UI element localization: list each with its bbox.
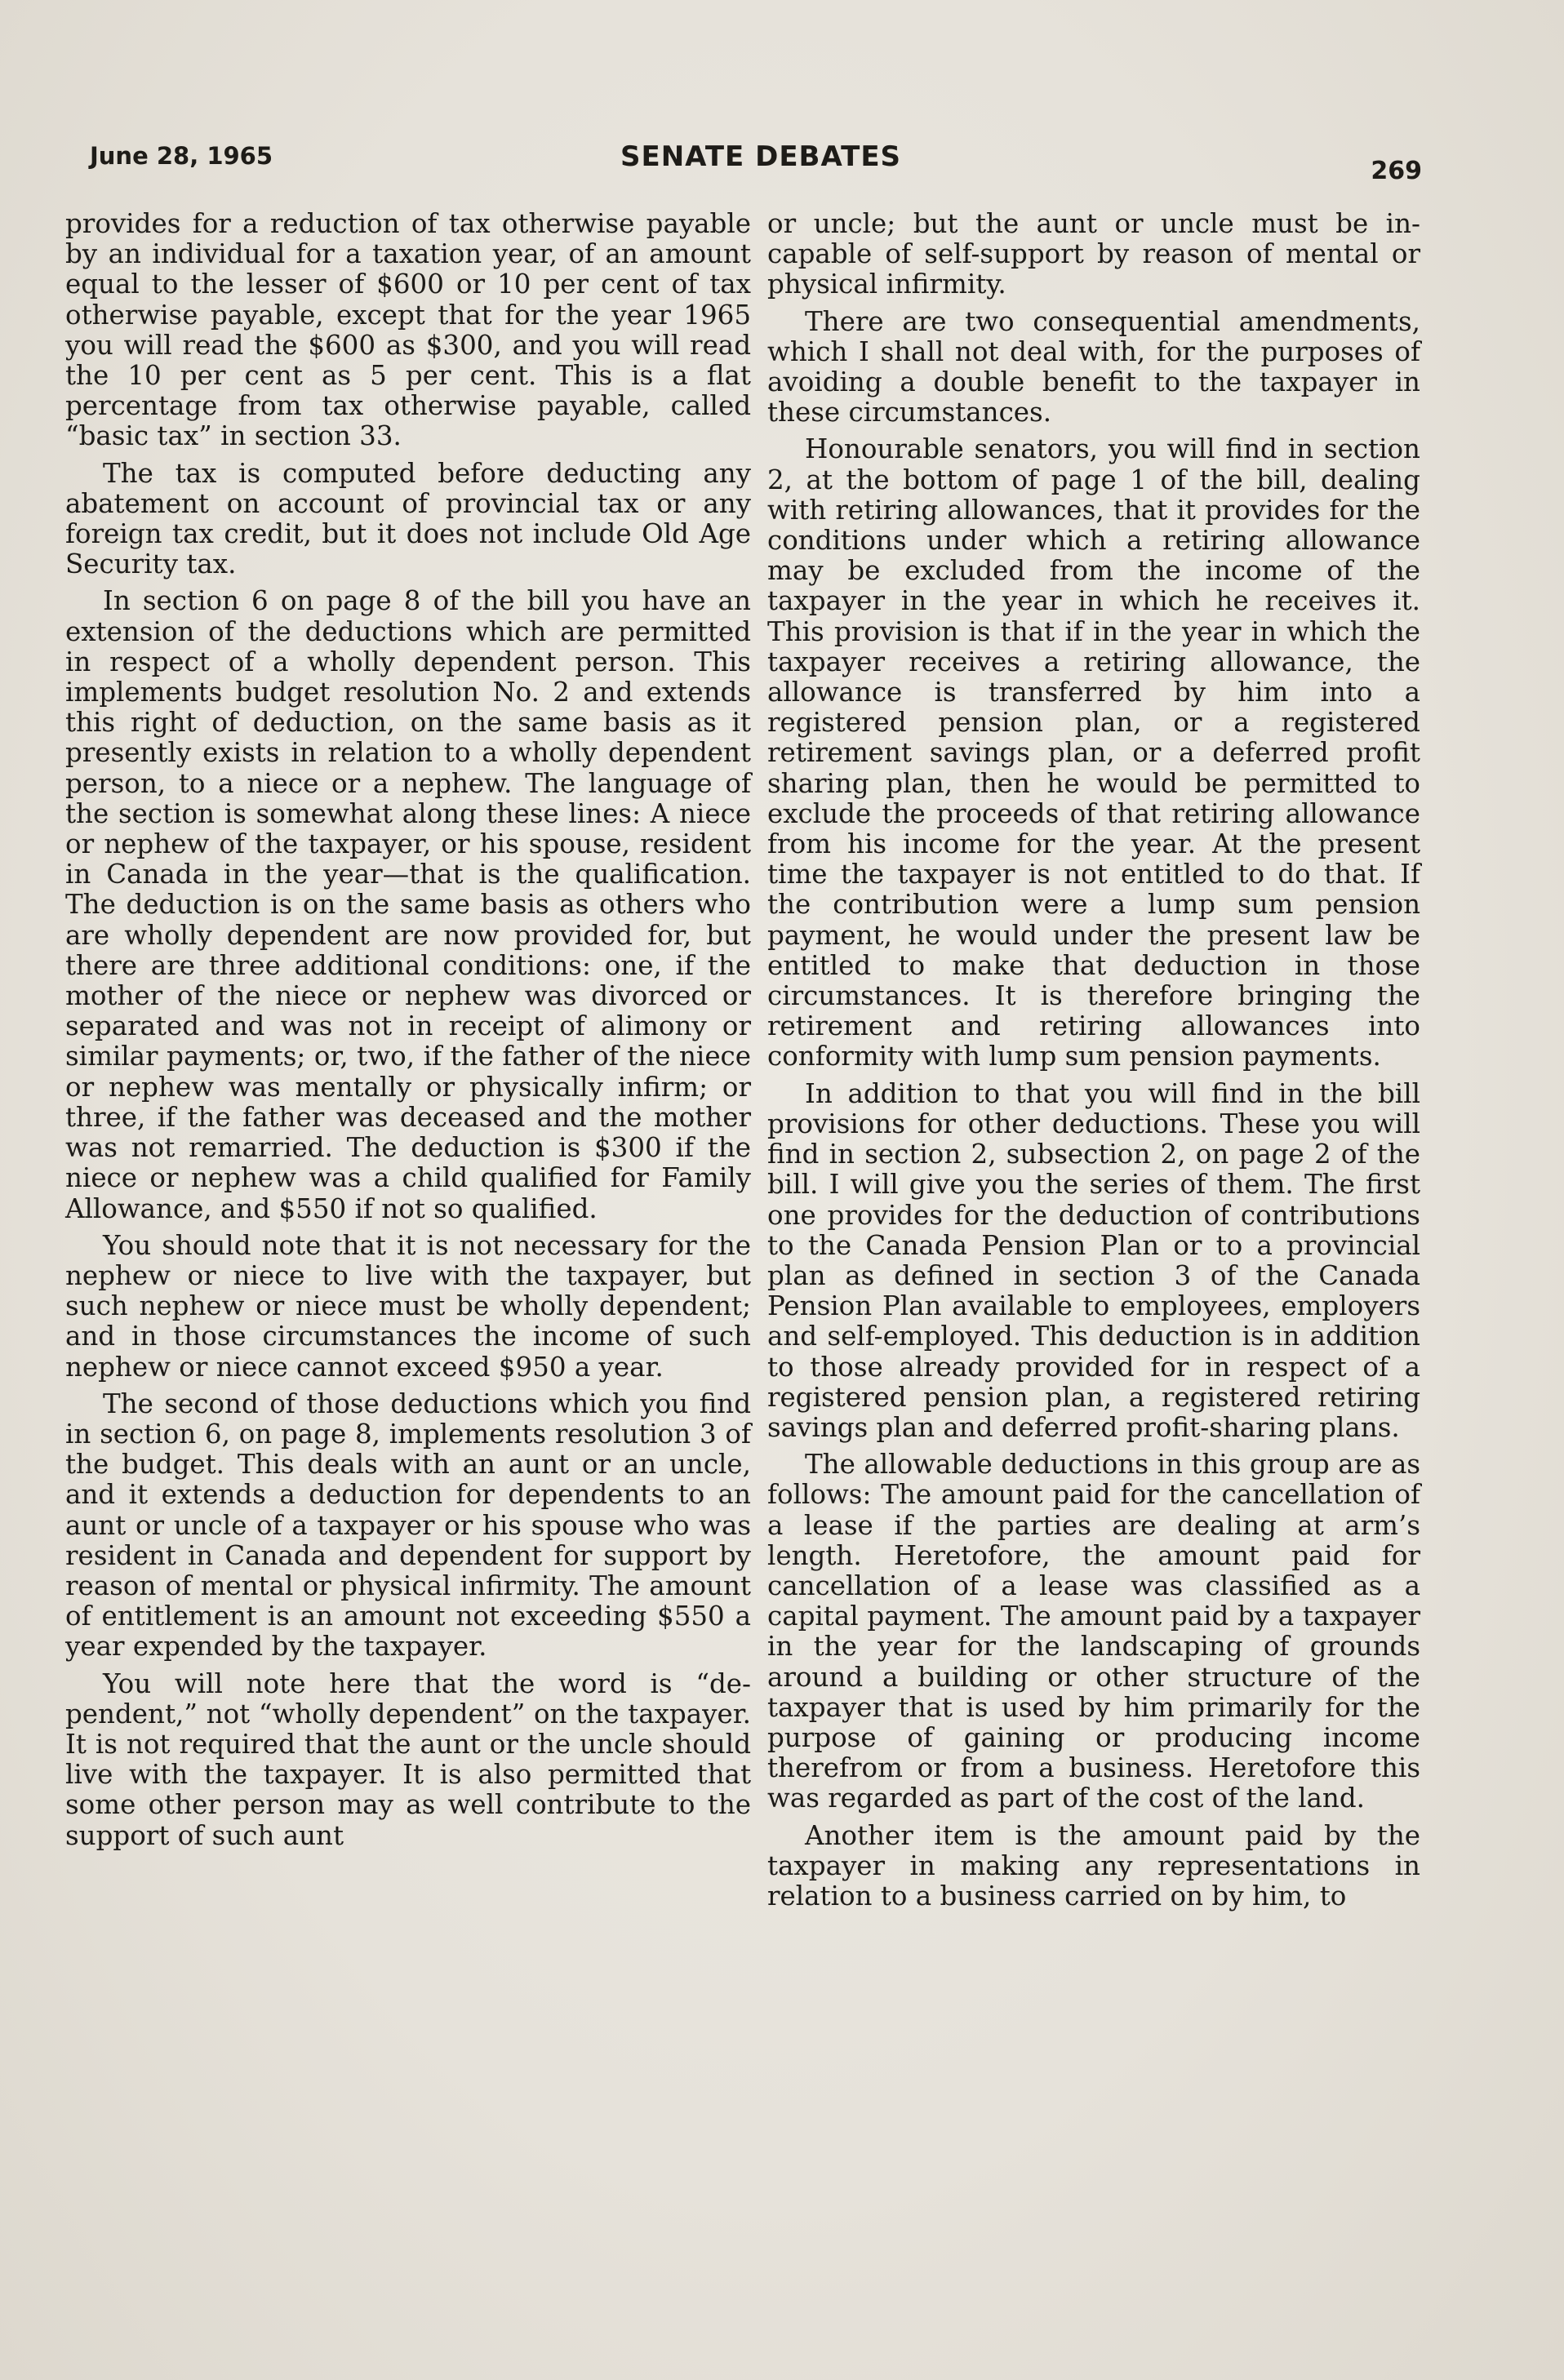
right-paragraph-2: There are two consequential amendments, which I shall not deal with, for the purposes of avoiding a double benefit to the taxpayer in these circumstances. — [767, 305, 1420, 428]
left-paragraph-5: The second of those deductions which you find in section 6, on page 8, implements resolution 3 of the budget. This deals with an aunt or an uncle, and it extends a deduction for dependents to an aunt or uncle of a taxpayer or his spouse who was resident in Canada and dependent for support by reason of mental or physical infirmity. The amount of entitlement is an amount not exceeding $550 a year expended by the taxpayer. — [65, 1388, 751, 1663]
right-paragraph-1: or uncle; but the aunt or uncle must be incapable of self-support by reason of mental or physical infirmity. — [767, 208, 1420, 300]
left-paragraph-2: The tax is computed before deducting any abatement on account of provincial tax or any foreign tax credit, but it does not include Old Age Security tax. — [65, 457, 751, 580]
page-header — [90, 139, 1422, 188]
right-paragraph-4: In addition to that you will find in the bill provisions for other deductions. These you will find in section 2, subsection 2, on page 2 of the bill. I will give you the series of them. The first one provides for the deduction of contributions to the Canada Pension Plan or to a provincial plan as defined in section 3 of the Canada Pension Plan available to employees, employers and self-employed. This deduction is in addition to those already provided for in respect of a registered pension plan, a registered retiring savings plan and deferred profit-sharing plans. — [767, 1077, 1420, 1443]
right-paragraph-5: The allowable deductions in this group are as follows: The amount paid for the cancellation of a lease if the parties are dealing at arm’s length. Heretofore, the amount paid for cancellation of a lease was classified as a capital payment. The amount paid by a taxpayer in the year for the landscaping of grounds around a building or other structure of the taxpayer that is used by him primarily for the purpose of gaining or producing income therefrom or from a business. Heretofore this was regarded as part of the cost of the land. — [767, 1449, 1420, 1814]
right-column — [767, 209, 1420, 1918]
right-paragraph-3: Honourable senators, you will find in section 2, at the bottom of page 1 of the bill, dealing with retiring allowances, that it provides for the conditions under which a retiring allowance may be excluded from the income of the taxpayer in the year in which he receives it. This provision is that if in the year in which the taxpayer receives a retiring allowance, the allowance is transferred by him into a registered pension plan, or a registered retirement savings plan, or a deferred profit sharing plan, then he would be permitted to exclude the proceeds of that retiring allowance from his income for the year. At the present time the taxpayer is not entitled to do that. If the contribution were a lump sum pension payment, he would under the present law be entitled to make that deduction in those circumstances. It is therefore bringing the retirement and retiring allowances into conformity with lump sum pension payments. — [767, 433, 1420, 1072]
left-paragraph-3: In section 6 on page 8 of the bill you have an extension of the deductions which are permitted in respect of a wholly dependent person. This implements budget resolution No. 2 and extends this right of deduction, on the same basis as it presently exists in relation to a wholly dependent person, to a niece or a nephew. The language of the section is somewhat along these lines: A niece or nephew of the taxpayer, or his spouse, resident in Canada in the year—that is the qualification. The deduction is on the same basis as others who are wholly dependent are now provided for, but there are three additional conditions: one, if the mother of the niece or nephew was divorced or separated and was not in receipt of alimony or similar payments; or, two, if the father of the niece or nephew was mentally or physically infirm; or three, if the father was deceased and the mother was not remarried. The deduction is $300 if the niece or nephew was a child qualified for Family Allowance, and $550 if not so qualified. — [65, 585, 751, 1224]
left-paragraph-6: You will note here that the word is “dependent,” not “wholly dependent” on the taxpayer. It is not required that the aunt or the uncle should live with the taxpayer. It is also permitted that some other person may as well contribute to the support of such aunt — [65, 1667, 751, 1851]
header-date: June 28, 1965 — [90, 142, 273, 170]
left-paragraph-1: provides for a reduction of tax otherwise payable by an individual for a taxation year, of an amount equal to the lesser of $600 or 10 per cent of tax otherwise payable, except that for the year 1965 you will read the $600 as $300, and you will read the 10 per cent as 5 per cent. This is a flat percentage from tax otherwise payable, called “basic tax” in section 33. — [65, 208, 751, 452]
left-column — [65, 209, 751, 1858]
left-paragraph-4: You should note that it is not necessary for the nephew or niece to live with the taxpayer, but such nephew or niece must be wholly dependent; and in those circumstances the income of such nephew or niece cannot exceed $950 a year. — [65, 1229, 751, 1383]
right-paragraph-6: Another item is the amount paid by the taxpayer in making any representations in relation to a business carried on by him, to — [767, 1819, 1420, 1912]
page-number: 269 — [1371, 157, 1422, 185]
header-title: SENATE DEBATES — [620, 140, 902, 173]
